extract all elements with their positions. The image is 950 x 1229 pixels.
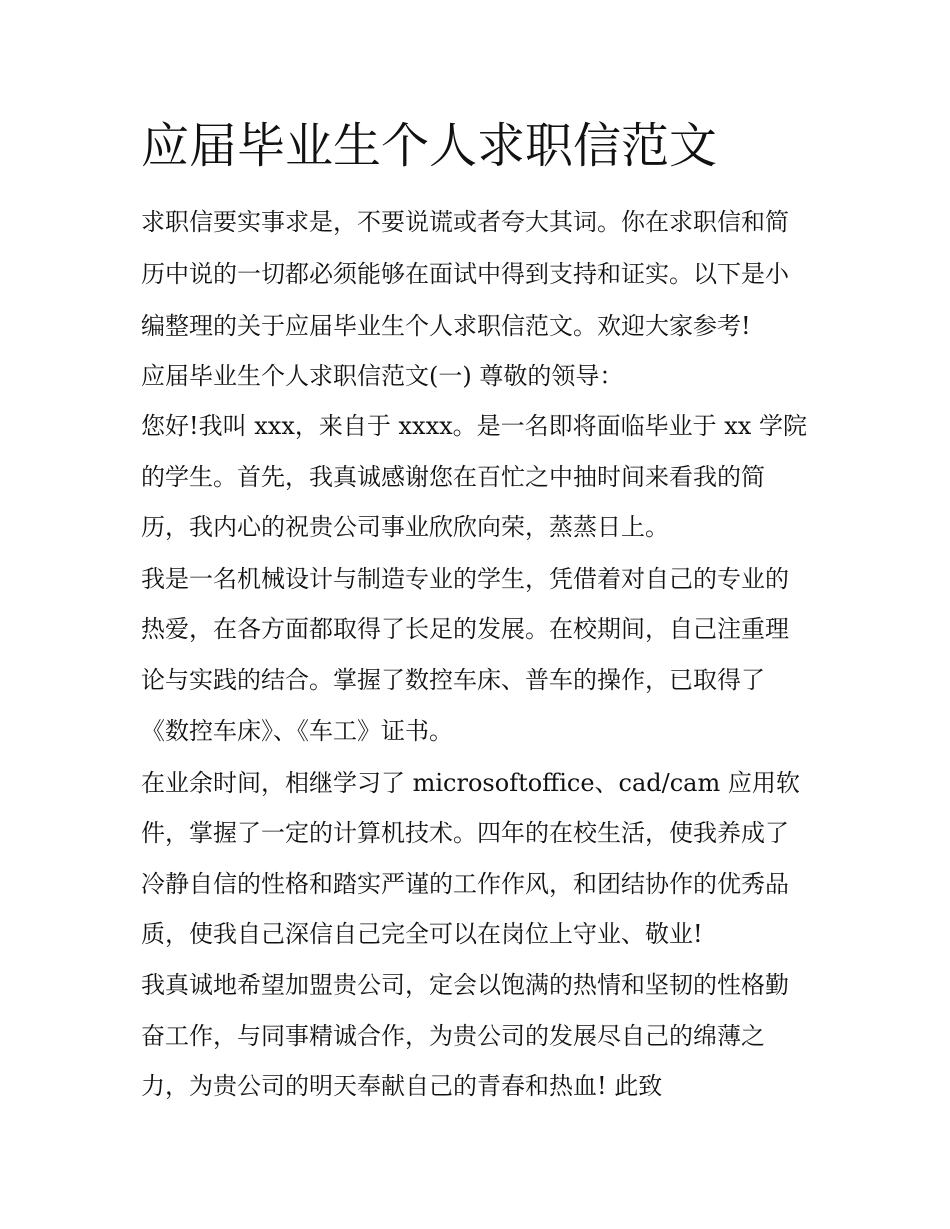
text-line: 奋工作，与同事精诚合作，为贵公司的发展尽自己的绵薄之 bbox=[141, 1022, 765, 1050]
text-line: 历中说的一切都必须能够在面试中得到支持和证实。以下是小 bbox=[141, 260, 789, 288]
text-line: 质，使我自己深信自己完全可以在岗位上守业、敬业! bbox=[141, 920, 703, 948]
document-title: 应届毕业生个人求职信范文 bbox=[141, 118, 718, 174]
text-line: 历，我内心的祝贵公司事业欣欣向荣，蒸蒸日上。 bbox=[141, 513, 669, 541]
text-line: 我是一名机械设计与制造专业的学生，凭借着对自己的专业的 bbox=[141, 565, 789, 593]
text-line: 力，为贵公司的明天奉献自己的青春和热血! 此致 bbox=[141, 1072, 663, 1100]
text-line: 求职信要实事求是，不要说谎或者夸大其词。你在求职信和简 bbox=[141, 208, 789, 236]
text-line: 应届毕业生个人求职信范文(一) 尊敬的领导： bbox=[141, 362, 624, 390]
text-line: 我真诚地希望加盟贵公司，定会以饱满的热情和坚韧的性格勤 bbox=[141, 971, 789, 999]
text-line: 在业余时间，相继学习了 microsoftoffice、cad/cam 应用软 bbox=[141, 769, 800, 797]
text-line: 的学生。首先，我真诚感谢您在百忙之中抽时间来看我的简 bbox=[141, 463, 765, 491]
text-line: 热爱，在各方面都取得了长足的发展。在校期间，自己注重理 bbox=[141, 615, 789, 643]
text-line: 您好!我叫 xxx，来自于 xxxx。是一名即将面临毕业于 xx 学院 bbox=[141, 412, 807, 440]
text-line: 《数控车床》、《车工》证书。 bbox=[141, 717, 453, 745]
text-line: 论与实践的结合。掌握了数控车床、普车的操作，已取得了 bbox=[141, 666, 765, 694]
text-line: 编整理的关于应届毕业生个人求职信范文。欢迎大家参考! bbox=[141, 312, 751, 340]
text-line: 件，掌握了一定的计算机技术。四年的在校生活，使我养成了 bbox=[141, 819, 789, 847]
text-line: 冷静自信的性格和踏实严谨的工作作风，和团结协作的优秀品 bbox=[141, 870, 789, 898]
